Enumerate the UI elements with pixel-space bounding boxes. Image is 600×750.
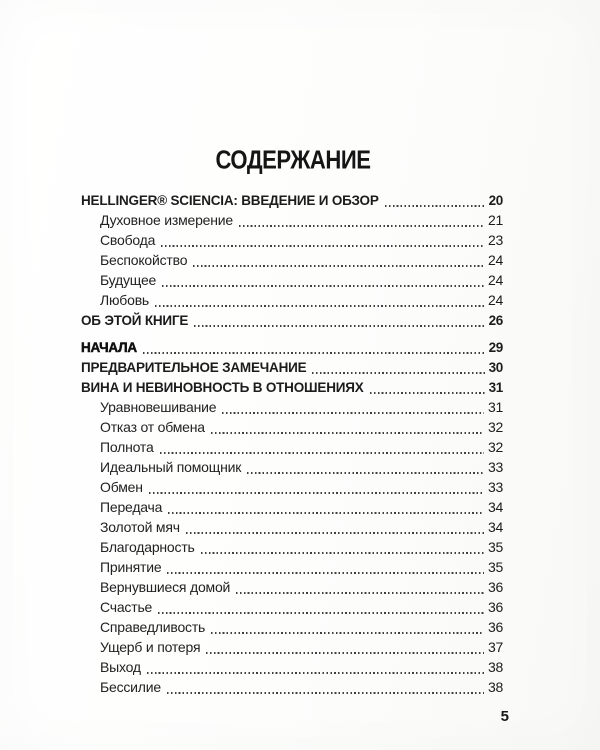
toc-entry <box>81 557 503 577</box>
dot-leader <box>161 245 484 247</box>
toc-entry-page: 31 <box>488 380 503 395</box>
toc-entry-page: 26 <box>488 313 503 328</box>
toc-entry-page: 35 <box>488 539 503 555</box>
toc-entry-page: 24 <box>488 272 503 288</box>
toc-entry-label: Бессилие <box>100 679 161 695</box>
toc-entry <box>81 190 503 210</box>
toc-entry-label: HELLINGER® SCIENCIA: ВВЕДЕНИЕ И ОБЗОР <box>81 193 379 208</box>
toc-entry <box>81 637 503 657</box>
toc-entry-label: Идеальный помощник <box>100 459 242 475</box>
toc-entry-page: 36 <box>488 619 503 635</box>
toc-entry <box>81 497 503 517</box>
toc-entry-label: Ущерб и потеря <box>100 639 201 655</box>
dot-leader <box>158 612 484 614</box>
dot-leader <box>211 432 484 434</box>
dot-leader <box>167 692 484 694</box>
toc-entry <box>81 477 503 497</box>
dot-leader <box>160 452 484 454</box>
dot-leader <box>143 352 485 354</box>
dot-leader <box>236 592 484 594</box>
toc-entry <box>81 417 503 437</box>
toc-entry <box>81 337 503 357</box>
toc-entry-label: Свобода <box>100 232 156 248</box>
toc-entry-page: 36 <box>488 579 503 595</box>
toc-entry-page: 24 <box>488 292 503 308</box>
toc-entry-page: 34 <box>488 519 503 535</box>
toc-entry <box>81 290 503 310</box>
toc-entry-page: 21 <box>488 212 503 228</box>
toc-entry-page: 29 <box>488 340 503 355</box>
dot-leader <box>167 572 484 574</box>
toc-entry <box>81 517 503 537</box>
toc-entry <box>81 397 503 417</box>
dot-leader <box>162 285 484 287</box>
toc-entry-label: ВИНА И НЕВИНОВНОСТЬ В ОТНОШЕНИЯХ <box>81 380 364 395</box>
toc-entry <box>81 537 503 557</box>
dot-leader <box>211 632 484 634</box>
toc-entry-page: 36 <box>488 599 503 615</box>
toc-entry-page: 32 <box>488 419 503 435</box>
toc-entry-label: Справедливость <box>100 619 206 635</box>
page-title: СОДЕРЖАНИЕ <box>215 146 371 176</box>
toc-entry-label: НАЧАЛА <box>81 340 137 355</box>
table-of-contents <box>81 190 503 697</box>
dot-leader <box>201 552 484 554</box>
toc-entry-page: 37 <box>488 639 503 655</box>
dot-leader <box>147 672 484 674</box>
dot-leader <box>194 325 484 327</box>
toc-entry-label: Благодарность <box>100 539 195 555</box>
toc-entry-page: 31 <box>488 399 503 415</box>
toc-entry <box>81 357 503 377</box>
toc-entry-page: 33 <box>488 459 503 475</box>
toc-entry-label: Счастье <box>100 599 153 615</box>
toc-entry <box>81 377 503 397</box>
toc-entry-label: Духовное измерение <box>100 212 234 228</box>
toc-entry-label: ОБ ЭТОЙ КНИГЕ <box>81 313 189 328</box>
dot-leader <box>168 512 484 514</box>
toc-entry-page: 34 <box>488 499 503 515</box>
dot-leader <box>312 372 484 374</box>
toc-entry <box>81 457 503 477</box>
page-number: 5 <box>500 708 509 725</box>
toc-entry <box>81 577 503 597</box>
toc-entry <box>81 617 503 637</box>
dot-leader <box>155 305 484 307</box>
toc-entry-page: 30 <box>488 360 503 375</box>
toc-entry-label: Полнота <box>100 439 154 455</box>
toc-entry-label: Золотой мяч <box>100 519 180 535</box>
toc-entry-page: 20 <box>488 193 503 208</box>
toc-entry-page: 32 <box>488 439 503 455</box>
toc-entry-label: Уравновешивание <box>100 399 217 415</box>
toc-entry-label: Вернувшиеся домой <box>100 579 231 595</box>
dot-leader <box>247 472 484 474</box>
toc-entry-page: 24 <box>488 252 503 268</box>
toc-entry <box>81 310 503 330</box>
toc-entry <box>81 677 503 697</box>
toc-entry-label: Отказ от обмена <box>100 419 205 435</box>
dot-leader <box>193 265 484 267</box>
dot-leader <box>385 205 485 207</box>
toc-entry <box>81 210 503 230</box>
toc-entry-label: Передача <box>100 499 163 515</box>
toc-entry-label: Обмен <box>100 479 143 495</box>
dot-leader <box>186 532 484 534</box>
toc-entry <box>81 657 503 677</box>
toc-entry <box>81 597 503 617</box>
toc-entry-page: 38 <box>488 659 503 675</box>
toc-entry <box>81 250 503 270</box>
toc-entry-label: Принятие <box>100 559 162 575</box>
toc-entry-label: Будущее <box>100 272 157 288</box>
toc-entry-label: Любовь <box>100 292 150 308</box>
toc-entry-label: ПРЕДВАРИТЕЛЬНОЕ ЗАМЕЧАНИЕ <box>81 360 307 375</box>
toc-entry-page: 35 <box>488 559 503 575</box>
dot-leader <box>370 392 485 394</box>
dot-leader <box>222 412 484 414</box>
dot-leader <box>206 652 484 654</box>
dot-leader <box>239 225 484 227</box>
toc-entry <box>81 230 503 250</box>
toc-entry <box>81 437 503 457</box>
toc-entry-label: Выход <box>100 659 141 675</box>
toc-entry-page: 38 <box>488 679 503 695</box>
toc-entry-label: Беспокойство <box>100 252 188 268</box>
toc-entry <box>81 270 503 290</box>
dot-leader <box>149 492 484 494</box>
toc-entry-page: 23 <box>488 232 503 248</box>
toc-entry-page: 33 <box>488 479 503 495</box>
